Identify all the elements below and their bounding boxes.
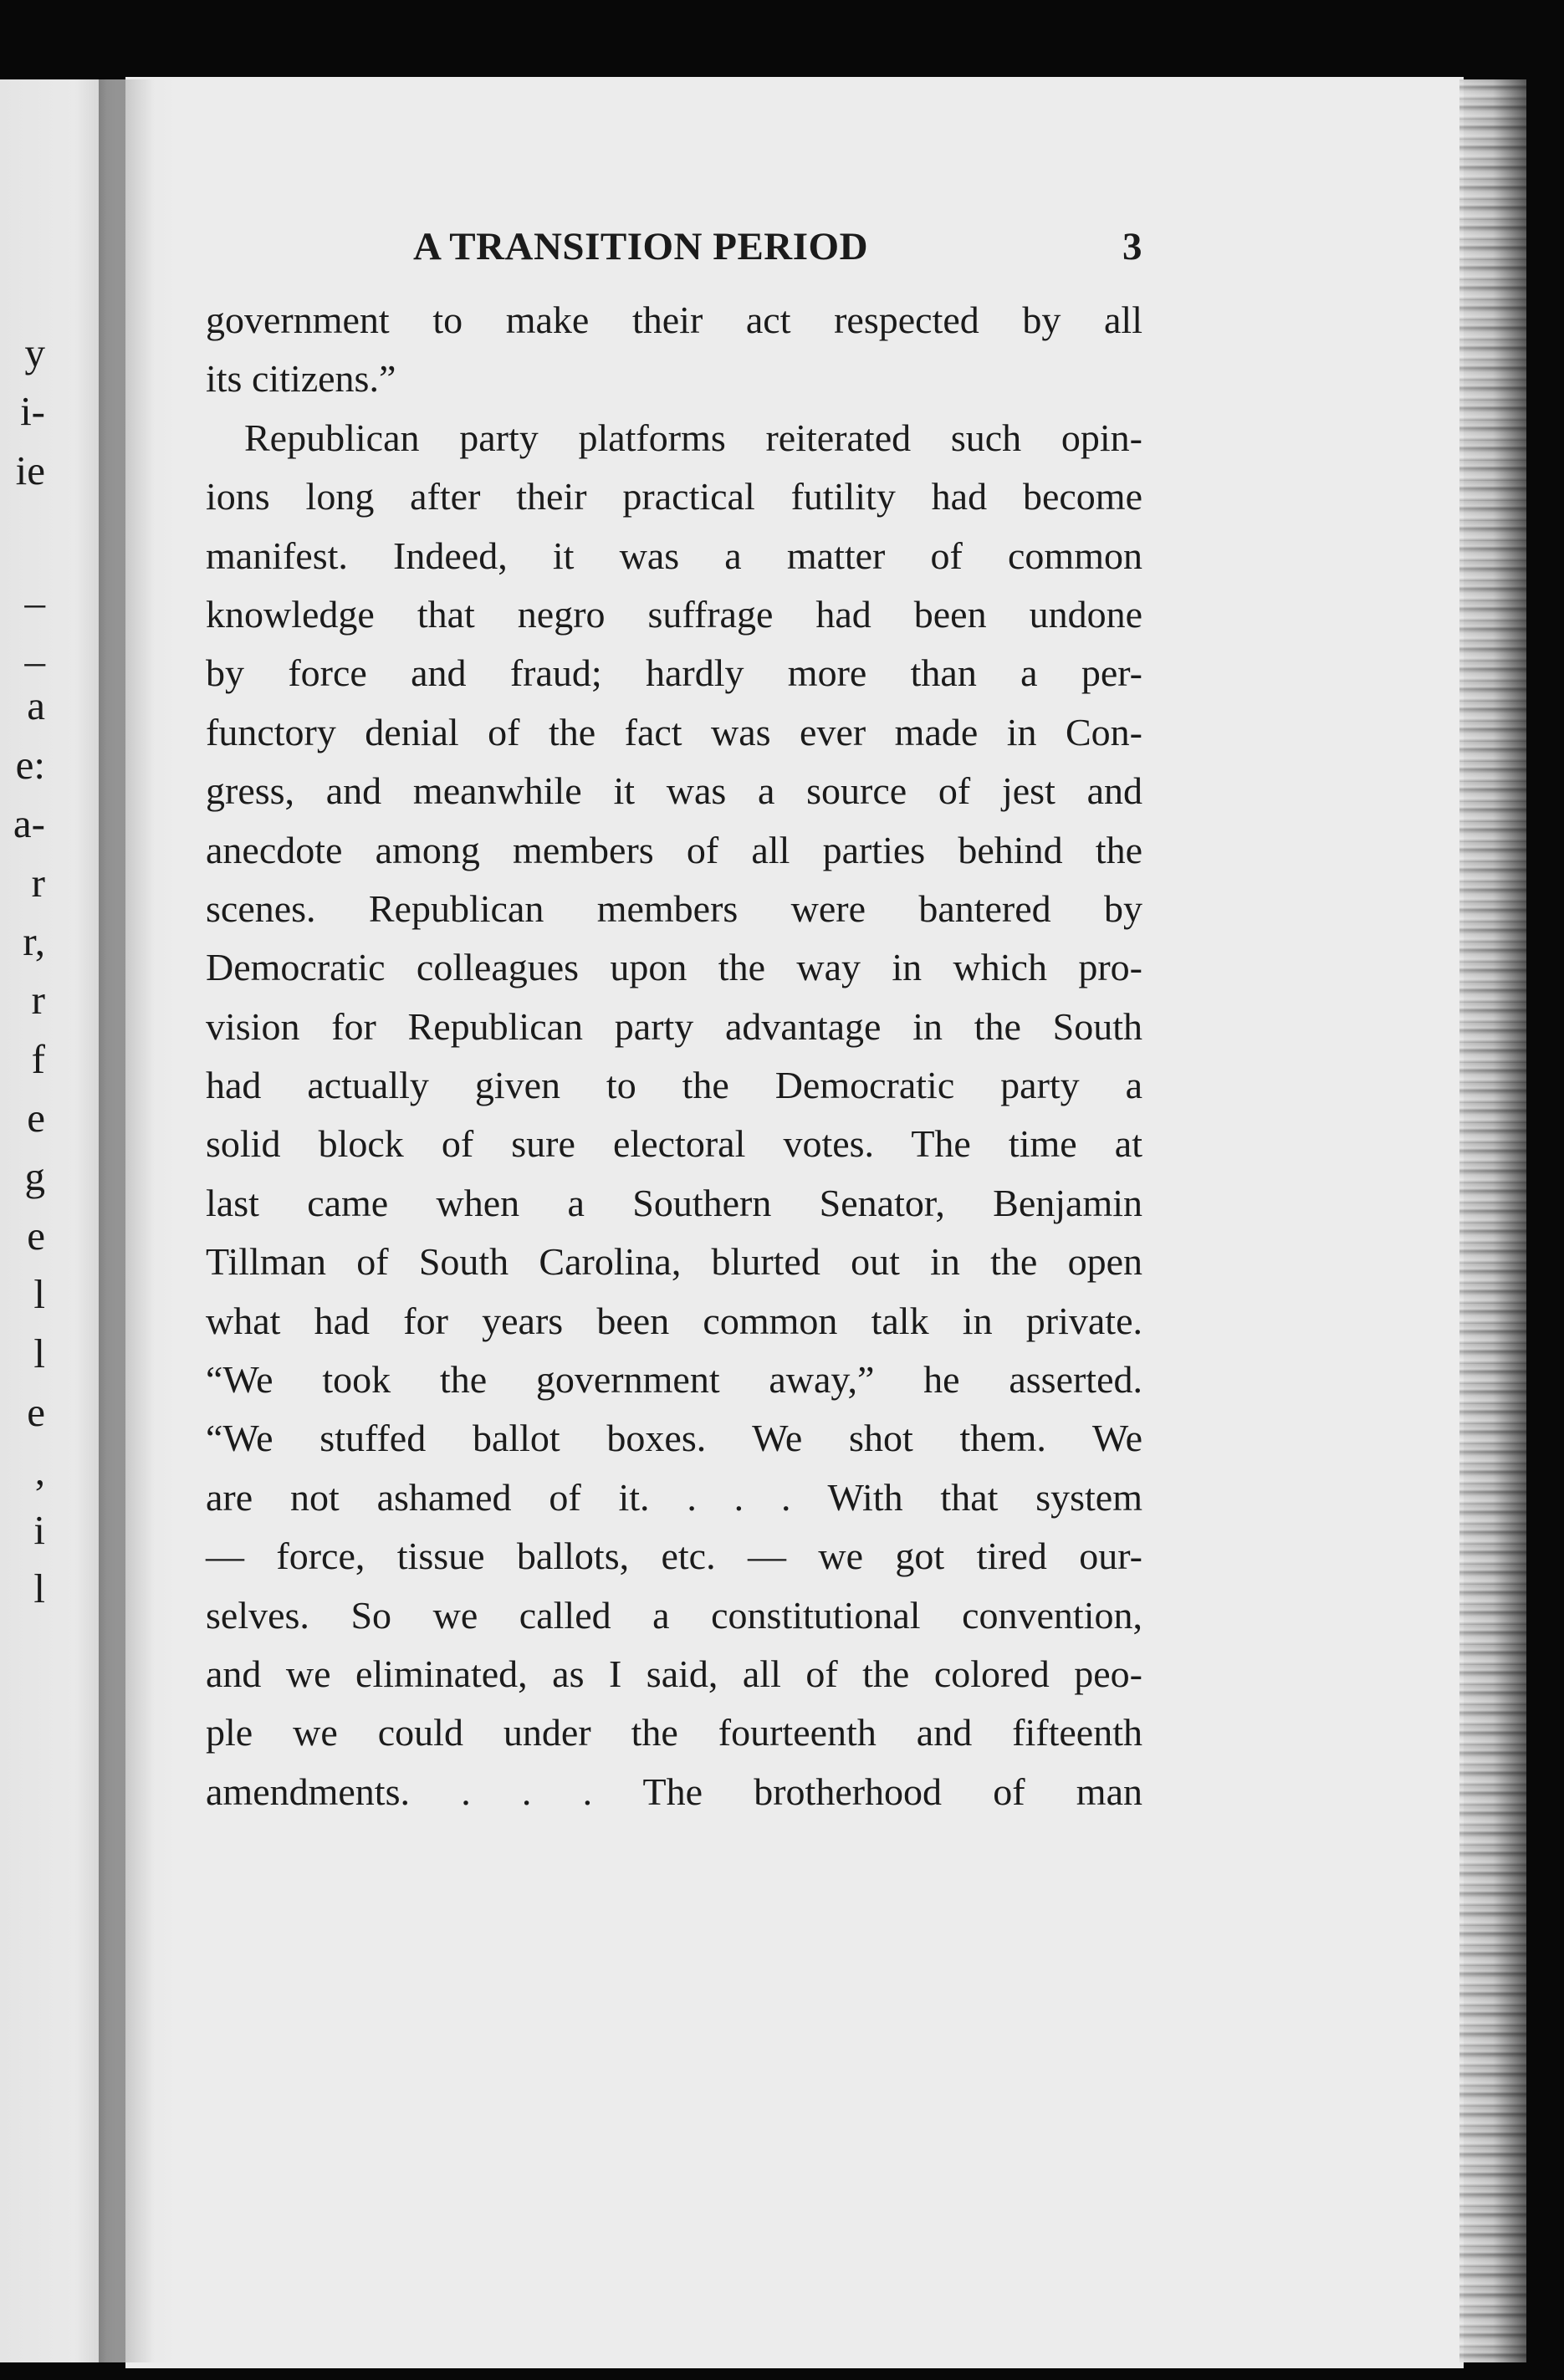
previous-page-fragment: e [27,1212,45,1259]
text-line: — force, tissue ballots, etc. — we got tired our- [206,1535,1142,1578]
text-line: knowledge that negro suffrage had been undone [206,592,1142,636]
previous-page-fragment: r [31,859,45,906]
text-line: vision for Republican party advantage in the South [206,1004,1142,1048]
previous-page-fragment: e [27,1095,45,1141]
previous-page-fragment: ie [15,447,45,493]
previous-page-fragment: i [33,1506,45,1553]
previous-page-fragments [0,79,50,2362]
text-line: Republican party platforms reiterated such opin- [244,416,1142,459]
body-text [206,291,1142,1821]
previous-page-fragment: _ [24,564,45,611]
previous-page-fragment: , [34,1448,45,1494]
text-line: selves. So we called a constitutional convention, [206,1593,1142,1637]
text-line: Tillman of South Carolina, blurted out in the open [206,1240,1142,1284]
text-line: “We stuffed ballot boxes. We shot them. We [206,1417,1142,1460]
previous-page-fragment: l [33,1330,45,1376]
text-line: are not ashamed of it. . . . With that system [206,1475,1142,1519]
previous-page-fragment: a- [13,800,45,847]
previous-page-fragment: r, [23,917,45,964]
book-edge-shadow [1459,79,1526,2362]
previous-page-fragment: i- [20,388,45,435]
previous-page-fragment: r [31,977,45,1024]
previous-page-fragment: l [33,1271,45,1318]
previous-page-fragment: _ [24,623,45,670]
text-line: manifest. Indeed, it was a matter of common [206,534,1142,577]
previous-page-fragment: l [33,1565,45,1612]
text-line: what had for years been common talk in private. [206,1299,1142,1342]
previous-page-fragment: g [24,1153,45,1200]
text-line: solid block of sure electoral votes. The time at [206,1122,1142,1166]
previous-page-fragment: f [31,1035,45,1082]
text-line: government to make their act respected by all [206,299,1142,341]
previous-page-fragment: e [27,1389,45,1436]
text-line: anecdote among members of all parties behind the [206,828,1142,871]
previous-page-fragment: a [27,682,45,729]
text-line: its citizens.” [206,357,396,401]
running-head [206,216,1142,291]
text-line: ple we could under the fourteenth and fifteenth [206,1711,1142,1754]
text-line: last came when a Southern Senator, Benjamin [206,1181,1142,1224]
text-line: Democratic colleagues upon the way in which pro- [206,946,1142,989]
previous-page-fragment: y [24,329,45,375]
text-line: had actually given to the Democratic party a [206,1064,1142,1107]
page-gutter-shadow [99,79,178,2362]
page-number: 3 [1122,225,1142,268]
text-block [206,216,1142,1821]
running-title: A TRANSITION PERIOD [413,225,869,268]
previous-page-fragment [0,500,50,559]
text-line: gress, and meanwhile it was a source of jest and [206,769,1142,813]
text-line: by force and fraud; hardly more than a per- [206,651,1142,695]
previous-page-fragment: e: [15,741,45,788]
text-line: amendments. . . . The brotherhood of man [206,1770,1142,1813]
text-line: scenes. Republican members were bantered by [206,886,1142,930]
previous-page-fragment [0,1619,50,1678]
text-line: ions long after their practical futility had become [206,475,1142,518]
text-line: and we eliminated, as I said, all of the colored peo- [206,1652,1142,1695]
text-line: “We took the government away,” he asserted. [206,1358,1142,1402]
text-line: functory denial of the fact was ever made in Con- [206,710,1142,753]
